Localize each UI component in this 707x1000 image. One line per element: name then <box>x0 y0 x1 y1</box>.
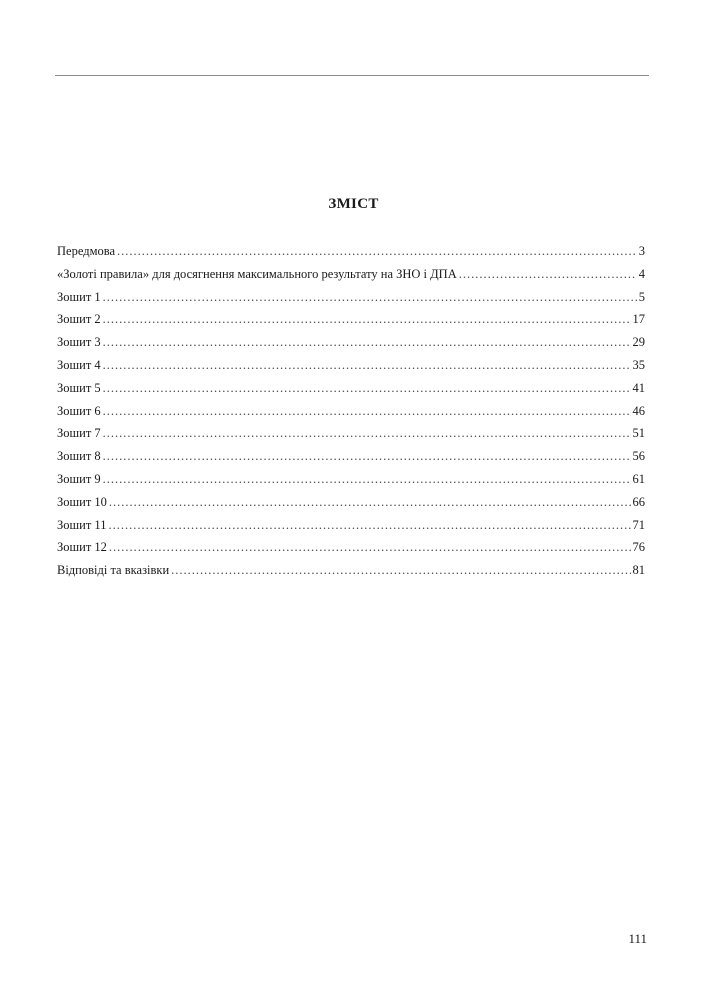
toc-entry-label: Зошит 8 <box>57 449 101 464</box>
toc-entry-label: Зошит 2 <box>57 312 101 327</box>
toc-entry <box>57 494 645 517</box>
toc-dot-leader <box>109 494 631 510</box>
toc-dot-leader <box>103 425 631 441</box>
toc-entry <box>57 243 645 266</box>
toc-entry-label: Зошит 9 <box>57 471 101 486</box>
toc-entry-page: 46 <box>632 403 645 418</box>
toc-entry <box>57 403 645 426</box>
table-of-contents <box>57 243 645 585</box>
toc-entry-page: 17 <box>632 312 645 327</box>
toc-entry <box>57 334 645 357</box>
toc-entry-label: Зошит 12 <box>57 540 107 555</box>
toc-entry-page: 4 <box>638 266 645 281</box>
toc-dot-leader <box>108 517 630 533</box>
page-number: 111 <box>628 931 647 946</box>
toc-entry <box>57 517 645 540</box>
toc-dot-leader <box>103 311 631 327</box>
toc-dot-leader <box>459 266 637 282</box>
toc-entry <box>57 357 645 380</box>
toc-entry-page: 51 <box>632 426 645 441</box>
toc-entry-page: 61 <box>632 471 645 486</box>
toc-entry <box>57 380 645 403</box>
toc-entry-page: 71 <box>632 517 645 532</box>
toc-entry-label: Зошит 11 <box>57 517 107 532</box>
toc-entry-label: «Золоті правила» для досягнення максимального результату на ЗНО і ДПА <box>57 266 457 281</box>
toc-entry-page: 35 <box>632 357 645 372</box>
toc-entry-page: 56 <box>632 449 645 464</box>
toc-entry-label: Зошит 7 <box>57 426 101 441</box>
toc-dot-leader <box>103 403 631 419</box>
toc-entry-label: Зошит 4 <box>57 357 101 372</box>
toc-dot-leader <box>103 380 631 396</box>
toc-entry <box>57 311 645 334</box>
toc-entry <box>57 266 645 289</box>
toc-entry-label: Передмова <box>57 244 116 258</box>
toc-entry-label: Зошит 10 <box>57 494 107 509</box>
toc-entry <box>57 425 645 448</box>
toc-entry <box>57 539 645 562</box>
toc-entry-label: Зошит 1 <box>57 289 101 304</box>
toc-entry-page: 81 <box>632 563 645 578</box>
toc-dot-leader <box>109 539 631 555</box>
toc-entry <box>57 471 645 494</box>
toc-entry-label: Зошит 5 <box>57 380 101 395</box>
toc-entry-page: 5 <box>638 289 645 304</box>
toc-entry-page: 41 <box>632 380 645 395</box>
toc-entry-page: 29 <box>632 335 645 350</box>
toc-entry-page: 3 <box>638 244 645 258</box>
toc-entry <box>57 562 645 585</box>
toc-entry-label: Відповіді та вказівки <box>57 563 170 578</box>
toc-dot-leader <box>103 448 631 464</box>
header-rule <box>55 75 649 76</box>
toc-entry-label: Зошит 6 <box>57 403 101 418</box>
toc-dot-leader <box>103 334 631 350</box>
toc-entry-page: 76 <box>632 540 645 555</box>
toc-dot-leader <box>171 562 630 578</box>
toc-dot-leader <box>103 471 631 487</box>
toc-dot-leader <box>103 289 637 305</box>
toc-entry <box>57 448 645 471</box>
toc-entry-page: 66 <box>632 494 645 509</box>
toc-dot-leader <box>103 357 631 373</box>
page-title: ЗМІСТ <box>328 196 379 212</box>
toc-dot-leader <box>117 243 637 259</box>
toc-entry-label: Зошит 3 <box>57 335 101 350</box>
toc-entry <box>57 289 645 312</box>
